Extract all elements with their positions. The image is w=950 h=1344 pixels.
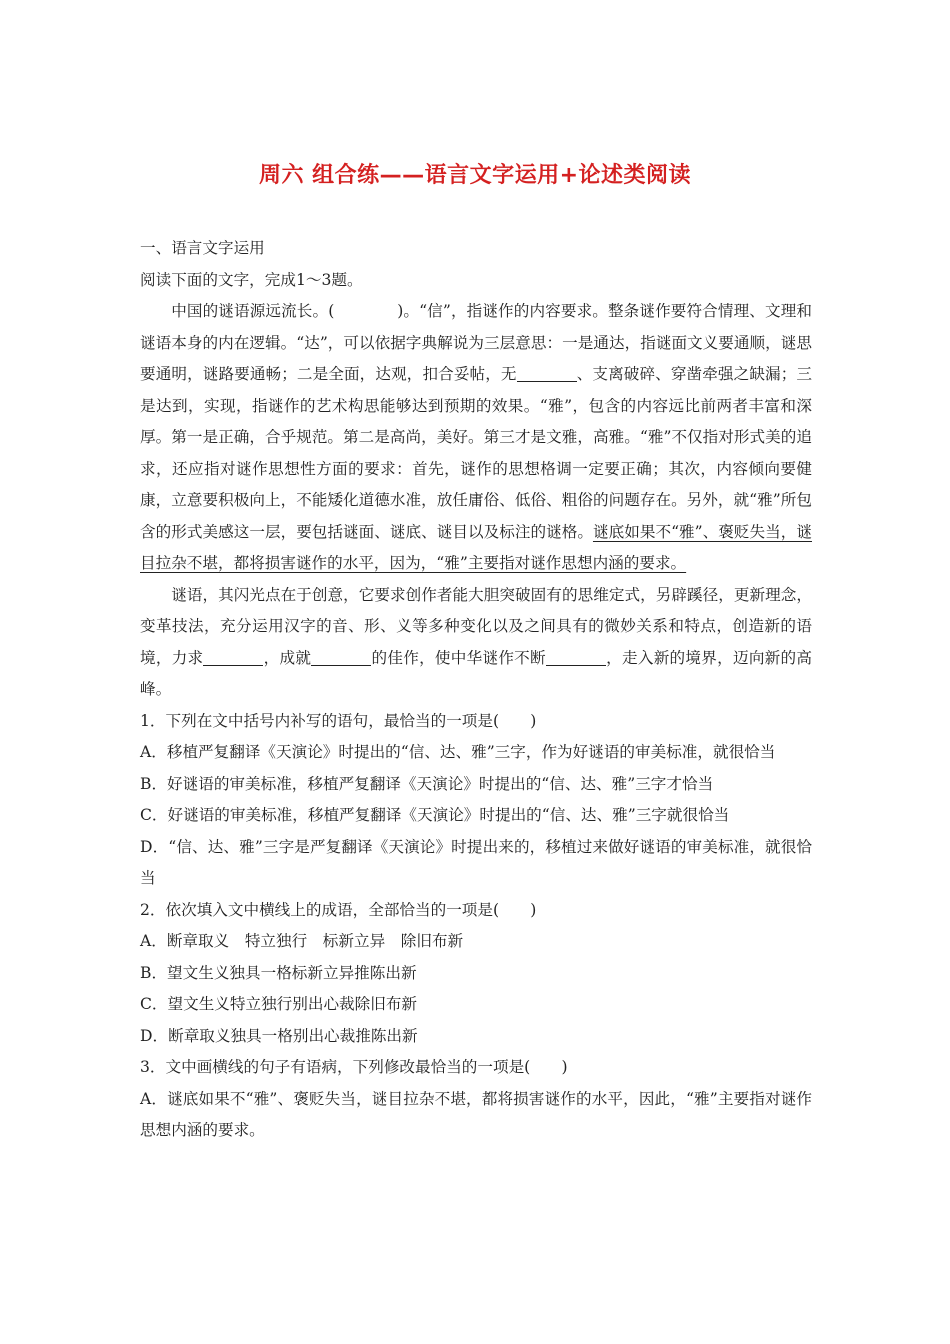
question-option: D．“信、达、雅”三字是严复翻译《天演论》时提出来的，移植过来做好谜语的审美标准，就很恰当 — [140, 837, 812, 887]
question-option: C．望文生义特立独行别出心裁除旧布新 — [140, 995, 418, 1013]
passage-text: 谜语，其闪光点在于创意，它要求创作者能大胆突破固有的思维定式，另辟蹊径，更新理念，变革技法，充分运用汉字的音、形、义等多种变化以及之间具有的微妙关系和特点，创造新的语境，力求 — [140, 585, 812, 667]
passage-text: ，成就 — [263, 648, 312, 667]
passage-paragraph-1 — [140, 296, 812, 580]
question-stem: 1．下列在文中括号内补写的语句，最恰当的一项是( ) — [140, 711, 537, 730]
fill-blank-line — [546, 649, 606, 666]
fill-blank-line — [517, 365, 577, 382]
instruction-text: 阅读下面的文字，完成1～3题。 — [140, 270, 363, 289]
question-option: A．移植严复翻译《天演论》时提出的“信、达、雅”三字，作为好谜语的审美标准，就很恰当 — [140, 743, 776, 761]
section-heading: 一、语言文字运用 — [140, 239, 265, 257]
fill-blank-line — [203, 649, 263, 666]
question-option: B．好谜语的审美标准，移植严复翻译《天演论》时提出的“信、达、雅”三字才恰当 — [140, 774, 714, 793]
fill-blank-line — [311, 649, 371, 666]
question-stem: 3．文中画横线的句子有语病，下列修改最恰当的一项是( ) — [140, 1058, 568, 1076]
passage-text: 中国的谜语源远流长。( )。“信”，指谜作的内容要求。整条谜作要符合情理、文理和谜语本身的内在逻辑。“达”，可以依据字典解说为三层意思：一是通达，指谜面文义要通顺，谜思要通明，谜路要通畅；二是全面，达观，扣合妥帖，无 — [140, 302, 812, 383]
passage-text: ，走入新的境界，迈向新的高峰。 — [140, 648, 812, 698]
passage-text: 的佳作，使中华谜作不断 — [371, 648, 546, 667]
passage-text: 、支离破碎、穿凿牵强之缺漏；三是达到，实现，指谜作的艺术构思能够达到预期的效果。“雅”，包含的内容远比前两者丰富和深厚。第一是正确，合乎规范。第二是高尚，美好。第三才是文雅，高雅。“雅”不仅指对形式美的追求，还应指对谜作思想性方面的要求：首先，谜作的思想格调一定要正确；其次，内容倾向要健康，立意要积极向上，不能矮化道德水准，放任庸俗、低俗、粗俗的问题存在。另外，就“雅”所包含的形式美感这一层，要包括谜面、谜底、谜目以及标注的谜格。 — [140, 365, 812, 541]
question-option: A．谜底如果不“雅”、褒贬失当，谜目拉杂不堪，都将损害谜作的水平，因此，“雅”主要指对谜作思想内涵的要求。 — [140, 1089, 812, 1139]
question-option: B．望文生义独具一格标新立异推陈出新 — [140, 963, 417, 982]
page-title: 周六 组合练——语言文字运用+论述类阅读 — [258, 163, 692, 188]
passage-paragraph-2 — [140, 580, 812, 706]
question-option: A．断章取义 特立独行 标新立异 除旧布新 — [140, 932, 464, 950]
question-option: C．好谜语的审美标准，移植严复翻译《天演论》时提出的“信、达、雅”三字就很恰当 — [140, 806, 730, 824]
underlined-sentence: 谜底如果不“雅”、褒贬失当，谜目拉杂不堪，都将损害谜作的水平，因为，“雅”主要指对谜作思想内涵的要求。 — [140, 522, 812, 572]
document-body — [140, 233, 812, 1147]
question-option: D．断章取义独具一格别出心裁推陈出新 — [140, 1026, 418, 1045]
question-stem: 2．依次填入文中横线上的成语，全部恰当的一项是( ) — [140, 900, 537, 919]
